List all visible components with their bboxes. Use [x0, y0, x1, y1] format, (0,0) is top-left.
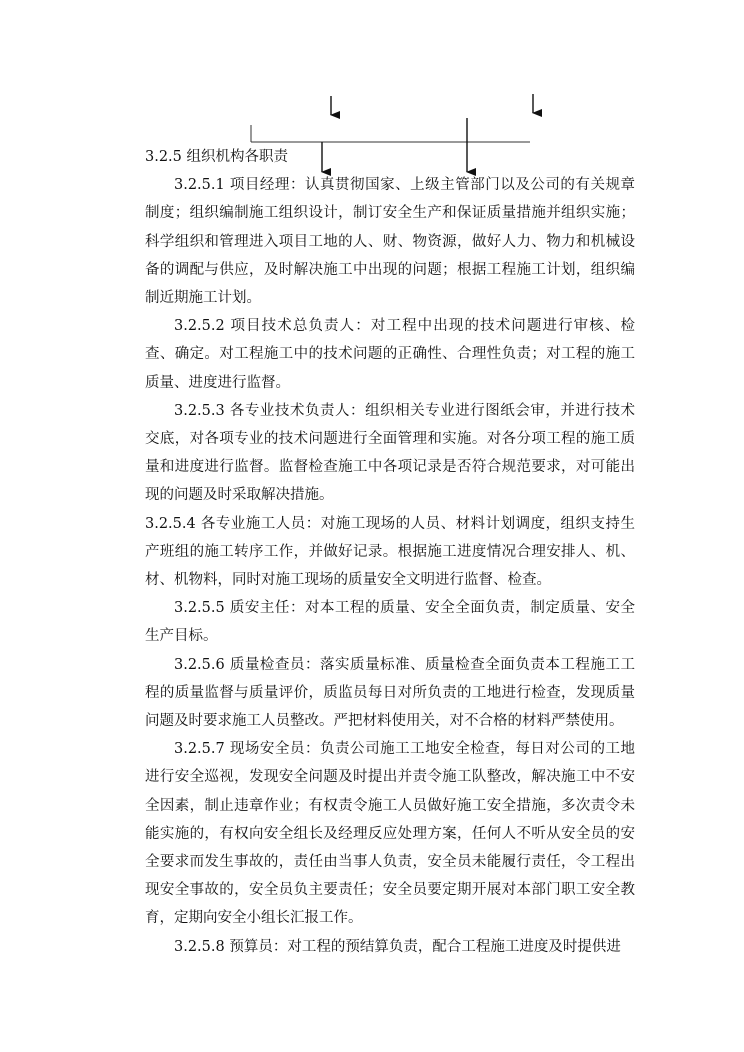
paragraph-quality-safety-director: 3.2.5.5 质安主任：对本工程的质量、安全全面负责，制定质量、安全生产目标。	[145, 600, 635, 645]
document-body	[145, 143, 635, 961]
paragraph-discipline-technical-leads: 3.2.5.3 各专业技术负责人：组织相关专业进行图纸会审，并进行技术交底，对各项专业的技术问题进行全面管理和实施。对各分项工程的施工质量和进度进行监督。监督检查施工中各项记录是否符合规范要求，对可能出现的问题及时采取解决措施。	[145, 402, 635, 504]
paragraph-quality-inspector: 3.2.5.6 质量检查员：落实质量标准、质量检查全面负责本工程施工工程的质量监督与质量评价，质监员每日对所负责的工地进行检查，发现质量问题及时要求施工人员整改。严把材料使用关，对不合格的材料严禁使用。	[145, 656, 635, 730]
paragraph-budget-officer: 3.2.5.8 预算员：对工程的预结算负责，配合工程施工进度及时提供进	[174, 938, 621, 955]
paragraph-chief-technical-lead: 3.2.5.2 项目技术总负责人：对工程中出现的技术问题进行审核、检查、确定。对工程施工中的技术问题的正确性、合理性负责；对工程的施工质量、进度进行监督。	[145, 318, 635, 391]
paragraph-site-safety-officer: 3.2.5.7 现场安全员：负责公司施工工地安全检查，每日对公司的工地进行安全巡视，发现安全问题及时提出并责令施工队整改，解决施工中不安全因素，制止违章作业；有权责令施工人员做好施工安全措施，多次责令未能实施的，有权向安全组长及经理反应处理方案，任何人不听从安全员的安全要求而发生事故的，责任由当事人负责，安全员未能履行责任，令工程出现安全事故的，安全员负主要责任；安全员要定期开展对本部门职工安全教育，定期向安全小组长汇报工作。	[145, 741, 635, 927]
paragraph-construction-staff: 3.2.5.4 各专业施工人员：对施工现场的人员、材料计划调度，组织支持生产班组的施工转序工作，并做好记录。根据施工进度情况合理安排人、机、材、机物料，同时对施工现场的质量安全文明进行监督、检查。	[145, 515, 635, 589]
paragraph-project-manager: 3.2.5.1 项目经理：认真贯彻国家、上级主管部门以及公司的有关规章制度；组织编制施工组织设计，制订安全生产和保证质量措施并组织实施；科学组织和管理进入项目工地的人、财、物资源，做好人力、物力和机械设备的调配与供应，及时解决施工中出现的问题；根据工程施工计划，组织编制近期施工计划。	[145, 177, 635, 307]
section-title: 3.2.5 组织机构各职责	[145, 149, 289, 165]
